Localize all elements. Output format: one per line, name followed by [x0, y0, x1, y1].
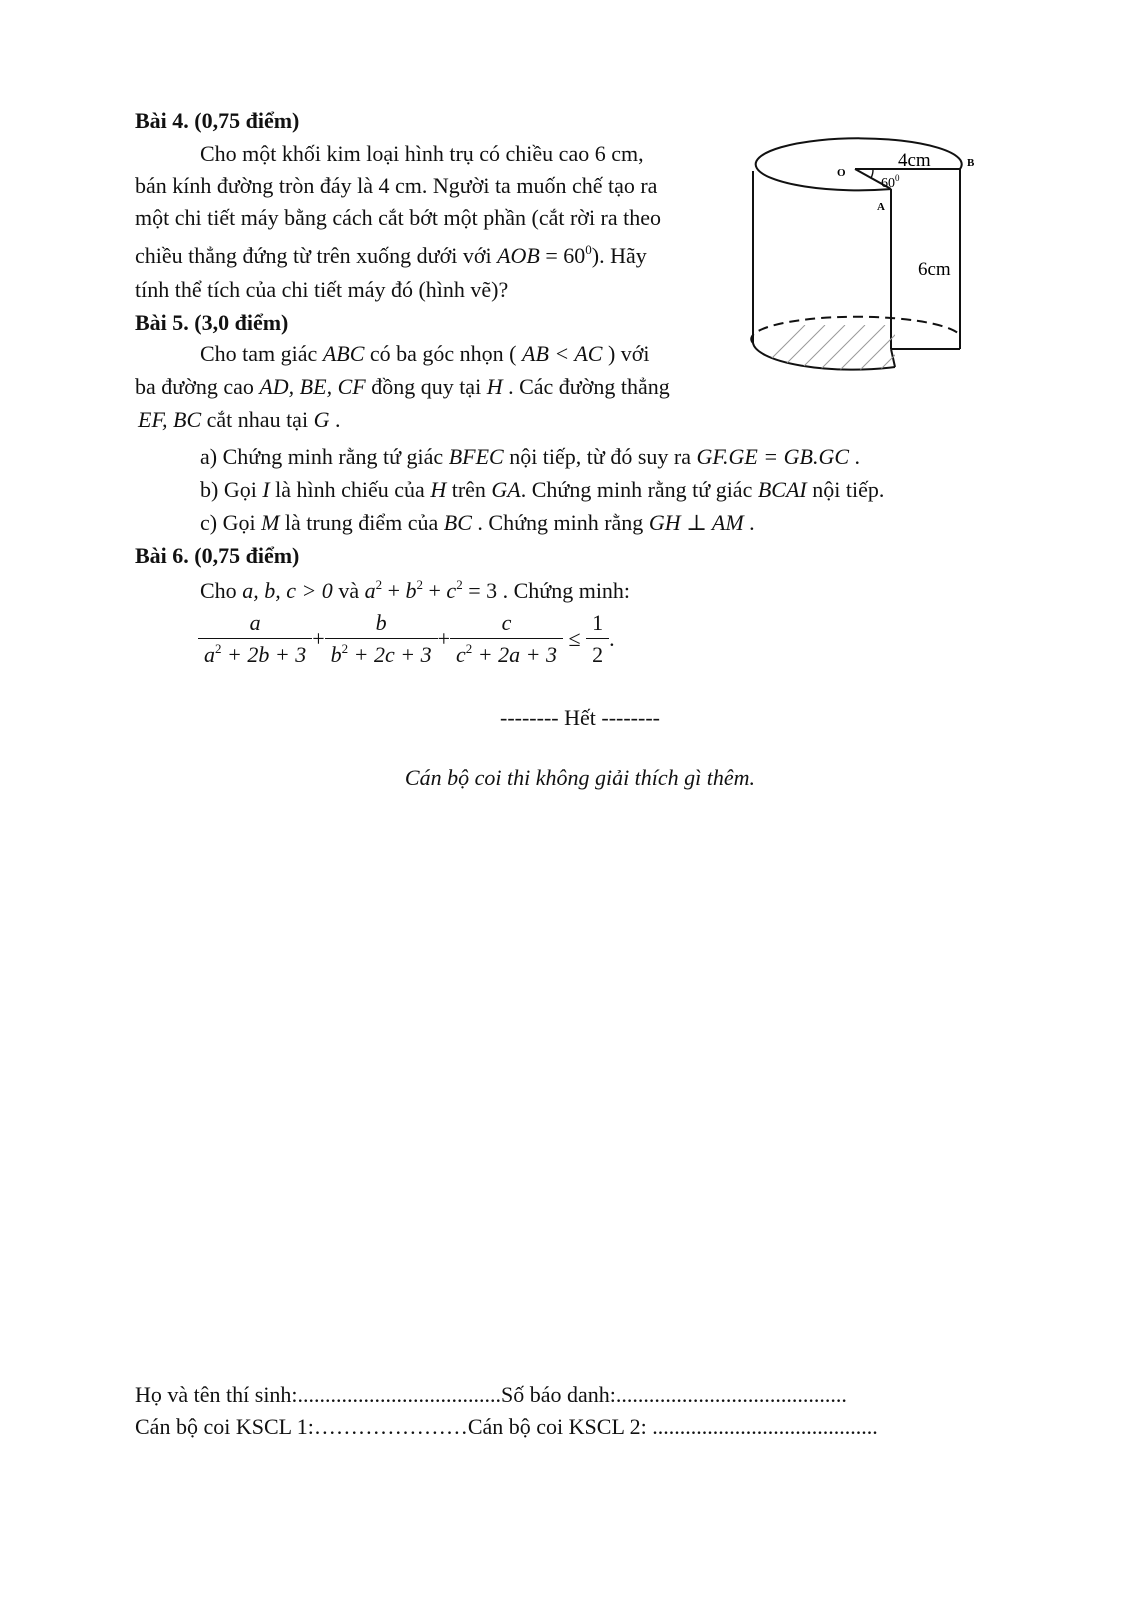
fraction-3 [450, 610, 563, 668]
degree-sup: 0 [585, 242, 592, 257]
top-ellipse-arc [756, 138, 962, 190]
math: I [262, 477, 270, 502]
numerator: b [325, 610, 438, 639]
text: . [743, 510, 755, 535]
angle-value: 60 [881, 176, 895, 191]
label-a: A [877, 201, 885, 213]
label-angle [881, 173, 900, 191]
text: . Chứng minh rằng tứ giác [520, 477, 758, 502]
fraction-2 [325, 610, 438, 668]
math: GH ⊥ AM [648, 510, 744, 535]
bai5-heading: Bài 5. (3,0 điểm) [135, 310, 289, 335]
bai5-part-a [200, 444, 860, 470]
bai4-line-4 [135, 243, 647, 269]
math: a [364, 578, 376, 603]
text: ) với [602, 341, 650, 366]
text: b) Gọi [200, 477, 263, 502]
numerator: 1 [586, 610, 609, 639]
exponent: 2 [456, 577, 463, 592]
text: Cho tam giác [200, 341, 323, 366]
text: . Chứng minh: [497, 578, 631, 603]
label-b: B [967, 157, 975, 169]
label-height: 6cm [918, 259, 951, 280]
angle-degree: 0 [895, 173, 900, 183]
text: là trung điểm của [279, 510, 444, 535]
exponent: 2 [215, 641, 222, 656]
text: và [332, 578, 365, 603]
label-radius: 4cm [898, 150, 931, 171]
math-aob: AOB [497, 243, 540, 268]
math: BC [443, 510, 472, 535]
numerator: c [450, 610, 563, 639]
bai5-line-2 [135, 374, 670, 400]
math: b [405, 578, 417, 603]
exponent: 2 [375, 577, 383, 592]
math: EF, BC [138, 407, 202, 432]
text: . [849, 444, 861, 469]
bai6-heading: Bài 6. (0,75 điểm) [135, 543, 300, 568]
math: BCAI [757, 477, 807, 502]
text: a) Chứng minh rằng tứ giác [200, 444, 449, 469]
math: BFEC [448, 444, 504, 469]
bottom-dashed-arc [751, 317, 960, 343]
text: nội tiếp, từ đó suy ra [503, 444, 697, 469]
fraction-1 [198, 610, 312, 668]
denominator: + 2c + 3 [348, 642, 432, 667]
math: H [430, 477, 447, 502]
footer-candidate-line: Họ và tên thí sinh:.....................................Số báo danh:.......................................... [135, 1382, 847, 1407]
bai5-line-1 [200, 341, 650, 367]
math: GF.GE = GB.GC [696, 444, 850, 469]
exponent: 2 [416, 577, 423, 592]
math: a [204, 642, 215, 667]
numerator: a [198, 610, 312, 639]
math: ABC [322, 341, 365, 366]
label-o: O [837, 167, 846, 179]
math: AD, BE, CF [259, 374, 366, 399]
bai4-line-4-text: chiều thẳng đứng từ trên xuống dưới với [135, 243, 498, 268]
text: cắt nhau tại [201, 407, 314, 432]
proctor-note: Cán bộ coi thi không giải thích gì thêm. [404, 765, 756, 790]
bai4-heading: Bài 4. (0,75 điểm) [135, 108, 300, 133]
math: GA [491, 477, 521, 502]
bai4-line-5: tính thể tích của chi tiết máy đó (hình vẽ)? [135, 277, 509, 302]
text: đồng quy tại [365, 374, 487, 399]
bai5-part-c [200, 510, 755, 536]
denominator: + 2a + 3 [472, 642, 557, 667]
text: là hình chiếu của [269, 477, 431, 502]
exponent: 2 [341, 641, 349, 656]
footer-proctor-line: Cán bộ coi KSCL 1:…………………Cán bộ coi KSCL 2: ......................................... [135, 1414, 878, 1439]
denominator: + 2b + 3 [221, 642, 307, 667]
bai6-line-1: Cho a, b, c > 0 và $a^2 + b^2 + c^2 = 3$ . Chứng minh: [200, 577, 631, 603]
text: nội tiếp. [806, 477, 885, 502]
bai4-line-3: một chi tiết máy bằng cách cắt bớt một phần (cắt rời ra theo [135, 205, 662, 230]
math: H [486, 374, 503, 399]
text: . Chứng minh rằng [471, 510, 649, 535]
end-marker: -------- Hết -------- [500, 705, 660, 730]
math: a, b, c > 0 [242, 578, 333, 603]
math: M [261, 510, 280, 535]
inequality: $\frac{a}{a^2 + 2b + 3}$ + $\frac{b}{b^2 + 2c + 3}$ + $\frac{c}{c^2 + 2a + 3}$ ≤ $\frac{1}{2}$ . [198, 610, 615, 668]
bai5-part-b [200, 477, 884, 503]
math-eq: = 60 [539, 243, 586, 268]
bai5-line-3 [138, 407, 340, 433]
math: AB < AC [522, 341, 603, 366]
text: Cho [200, 578, 243, 603]
bai4-line-1: Cho một khối kim loại hình trụ có chiều cao 6 cm, [200, 141, 644, 166]
math: G [313, 407, 330, 432]
exponent: 2 [465, 641, 473, 656]
text: . Các đường thẳng [502, 374, 670, 399]
math: c [456, 642, 466, 667]
bai4-line-4-end: ). Hãy [591, 243, 647, 268]
text: ba đường cao [135, 374, 260, 399]
text: c) Gọi [200, 510, 262, 535]
text: = 3 [462, 578, 498, 603]
math: b [330, 642, 342, 667]
fraction-rhs [586, 610, 609, 668]
bai4-line-2: bán kính đường tròn đáy là 4 cm. Người ta muốn chế tạo ra [135, 173, 658, 198]
angle-arc [871, 169, 873, 178]
cylinder-figure [745, 135, 985, 385]
math: c [446, 578, 457, 603]
text: có ba góc nhọn ( [364, 341, 522, 366]
denominator: 2 [592, 642, 604, 667]
text: trên [446, 477, 492, 502]
text: . [329, 407, 341, 432]
